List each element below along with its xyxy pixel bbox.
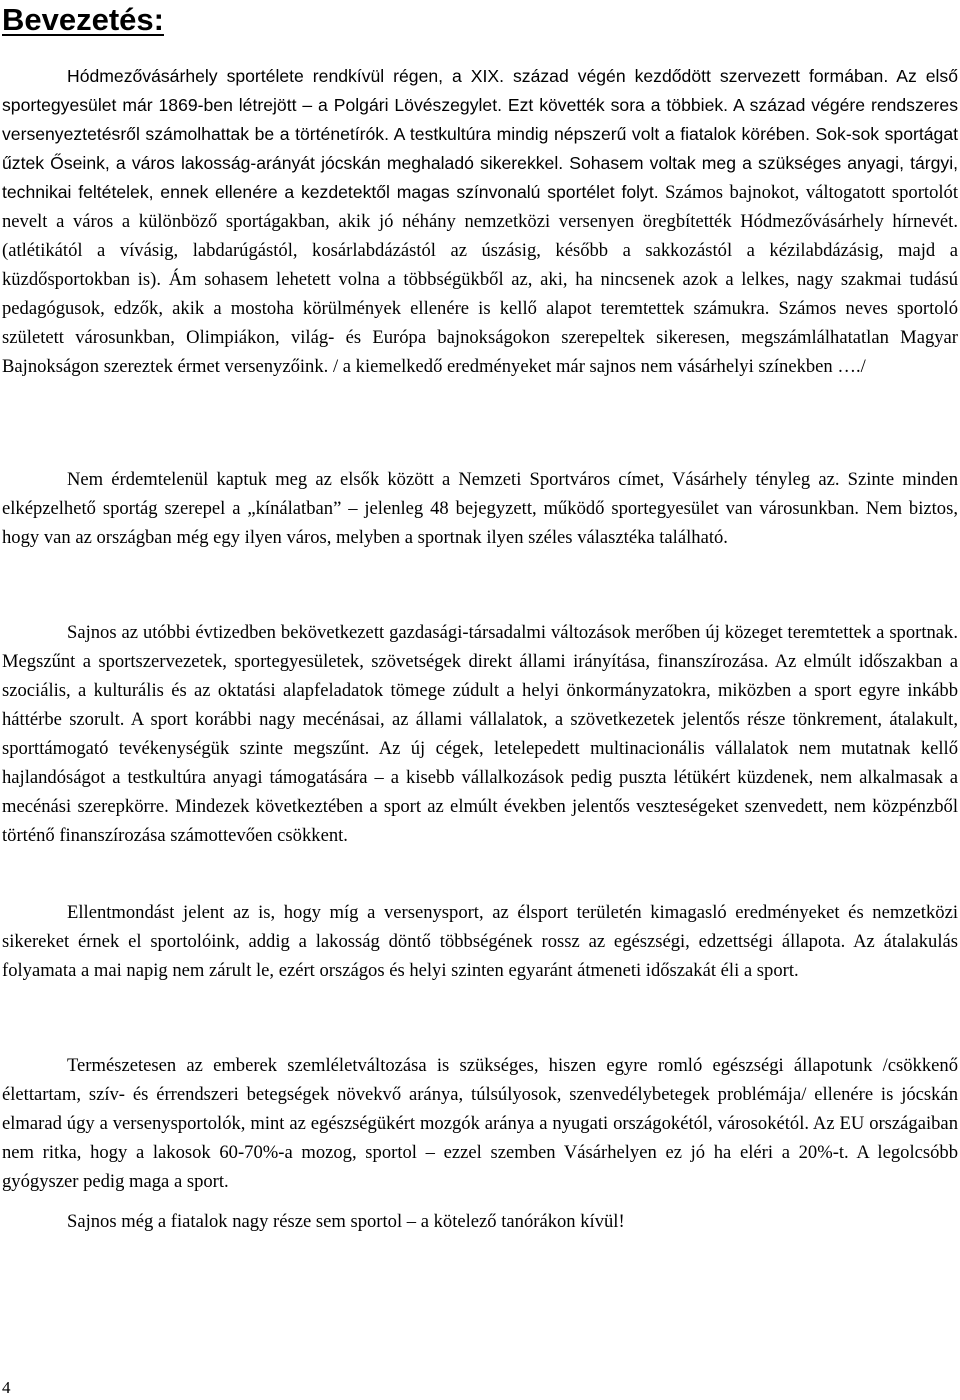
paragraph-contradiction: Ellentmondást jelent az is, hogy míg a versenysport, az élsport területén kimagasló eredményeket és nemzetközi sikereket érnek el sportolóink, addig a lakosság döntő többségének rossz az egészségi, edzettségi állapota. Az átalakulás folyamata a mai napig nem zárult le, ezért országos és helyi szinten egyaránt átmeneti időszakát éli a sport.	[2, 902, 958, 981]
paragraph-youth: Sajnos még a fiatalok nagy része sem sportol – a kötelező tanórákon kívül!	[67, 1211, 625, 1232]
paragraph-economic-changes: Sajnos az utóbbi évtizedben bekövetkezett gazdasági-társadalmi változások merőben új közeget teremtettek a sportnak. Megszűnt a sportszervezetek, sportegyesületek, szövetségek direkt állami irányítása, finanszírozása. Az elmúlt időszakban a szociális, a kulturális és az oktatási alapfeladatok tömege zúdult a helyi önkormányzatokra, miközben a sport egyre inkább háttérbe szorult. A sport korábbi nagy mecénásai, az állami vállalatok, a szövetkezetek jelentős része tönkrement, átalakult, sporttámogató tevékenységük szinte megszűnt. Az új cégek, letelepedett multinacionális vállalatok nem mutatnak kellő hajlandóságot a testkultúra anyagi támogatására – a kisebb vállalkozások pedig puszta létükért küzdenek, nem alkalmasak a mecénási szerepkörre. Mindezek következtében a sport az elmúlt években jelentős veszteségeket szenvedett, nem közpénzből történő finanszírozása számottevően csökkent.	[2, 622, 958, 846]
page-number: 4	[2, 1378, 11, 1397]
page-title: Bevezetés:	[2, 2, 164, 37]
paragraph-history-sans-text: Hódmezővásárhely sportélete rendkívül régen, a XIX. század végén kezdődött szervezett formában. Az első sportegyesület már 1869-ben létrejött – a Polgári Lövészegylet. Ezt követték sora a többiek. A század végére rendszeres versenyeztetésről számolhattak be a történetírók. A testkultúra mindig népszerű volt a fiatalok körében. Sok-sok sportágat űztek Őseink, a város lakosság-arányát jócskán meghaladó sikerekkel. Sohasem voltak meg a szükséges anyagi, tárgyi, technikai feltételek, ennek ellenére a kezdetektől magas színvonalú sportélet folyt.	[2, 66, 958, 202]
paragraph-history	[2, 62, 958, 381]
paragraph-attitude-change: Természetesen az emberek szemléletváltozása is szükséges, hiszen egyre romló egészségi állapotunk /csökkenő élettartam, szív- és érrendszeri betegségek növekvő aránya, túlsúlyosok, szenvedélybetegek problémája/ ellenére is jócskán elmarad úgy a versenysportolók, mint az egészségükért mozgók aránya a nyugati országokétól, városokétól. Az EU országaiban nem ritka, hogy a lakosok 60-70%-a mozog, sportol – ezzel szemben Vásárhelyen ez jó ha eléri a 20%-t. A legolcsóbb gyógyszer pedig maga a sport.	[2, 1055, 958, 1192]
paragraph-history-serif-text: Számos bajnokot, váltogatott sportolót nevelt a város a különböző sportágakban, akik jó néhány nemzetközi versenyen öregbítették Hódmezővásárhely hírnevét. (atlétikától a vívásig, labdarúgástól, kosárlabdázástól az úszásig, később a sakkozástól a kézilabdázásig, majd a küzdősportokban is). Ám sohasem lehetett volna a többségükből az, aki, ha nincsenek azok a lelkes, nagy szakmai tudású pedagógusok, edzők, akik a mostoha körülmények ellenére is kellő alapot teremtettek számukra. Számos neves sportoló született városunkban, Olimpiákon, világ- és Európa bajnokságokon szerepeltek sikeresen, megszámlálhatatlan Magyar Bajnokságon szereztek érmet versenyzőink. / a kiemelkedő eredményeket már sajnos nem vásárhelyi színekben …./	[2, 182, 958, 377]
paragraph-sport-city: Nem érdemtelenül kaptuk meg az elsők között a Nemzeti Sportváros címet, Vásárhely tényleg az. Szinte minden elképzelhető sportág szerepel a „kínálatban” – jelenleg 48 bejegyzett, működő sportegyesület van városunkban. Nem biztos, hogy van az országban még egy ilyen város, melyben a sportnak ilyen széles választéka található.	[2, 469, 958, 548]
